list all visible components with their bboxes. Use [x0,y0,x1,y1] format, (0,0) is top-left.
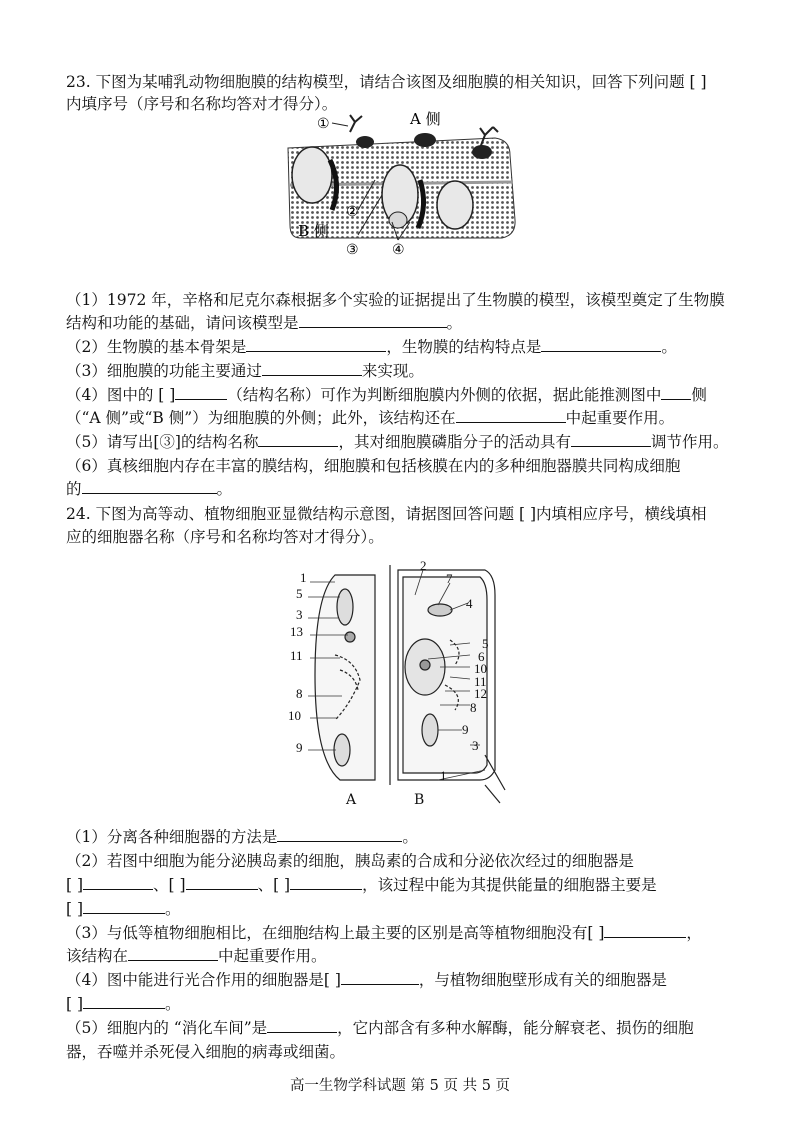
q23-part3-text: （3）细胞膜的功能主要通过 [66,362,262,380]
label-a-8: 8 [296,686,303,701]
q23-part6-text: 的 [66,480,82,498]
label-side-b: B 侧 [298,222,329,240]
plant-cell-b [390,565,505,803]
label-b-12: 12 [474,686,487,701]
answer-blank[interactable] [246,337,386,352]
q24-part4-text: （4）图中能进行光合作用的细胞器是[ ] [66,971,341,989]
q23-part4-line2 [66,408,674,428]
q24-part5-line1 [66,1018,694,1038]
label-4: ④ [392,242,405,258]
q24-part2-line1: （2）若图中细胞为能分泌胰岛素的细胞，胰岛素的合成和分泌依次经过的细胞器是 [66,852,634,870]
q24-part1-end: 。 [402,828,418,846]
q24-part4-end2: 。 [165,995,181,1013]
label-b-8: 8 [470,700,477,715]
label-a-3: 3 [296,607,303,622]
q23-part4-end: 侧 [691,386,707,404]
label-2: ② [346,204,359,220]
label-a-13: 13 [290,624,303,639]
q24-part2-slot2: 、[ ] [153,876,186,894]
label-b-3: 3 [472,738,479,753]
answer-blank[interactable] [277,827,402,842]
answer-blank[interactable] [267,1018,337,1033]
q24-part2-line3 [66,899,181,919]
animal-cell-a [315,575,375,780]
q23-intro-line1: 23. 下图为某哺乳动物细胞膜的结构模型，请结合该图及细胞膜的相关知识，回答下列问题 [ ] [66,73,707,91]
q23-part4-text2: （“A 侧”或“B 侧”）为细胞膜的外侧；此外，该结构还在 [66,409,456,427]
answer-blank[interactable] [571,432,651,447]
answer-blank[interactable] [262,361,362,376]
answer-blank[interactable] [82,479,217,494]
answer-blank[interactable] [299,313,447,328]
label-3: ③ [346,242,359,258]
q24-part4-end: ，与植物细胞壁形成有关的细胞器是 [418,971,667,989]
q24-part3-text2: 该结构在 [66,947,129,965]
label-a-10: 10 [288,708,301,723]
q24-part5-line2: 器，吞噬并杀死侵入细胞的病毒或细菌。 [66,1043,346,1061]
q23-part4-end2: 中起重要作用。 [565,409,675,427]
q23-part1-text: 结构和功能的基础，请问该模型是 [66,314,299,332]
cell-b-caption: B [414,792,425,808]
q23-part6-line2 [66,479,232,499]
q24-part3-end2: 中起重要作用。 [218,947,327,965]
q24-intro-line2: 应的细胞器名称（序号和名称均答对才得分）。 [66,528,384,546]
label-a-9: 9 [296,740,303,755]
answer-blank[interactable] [175,385,227,400]
label-b-1: 1 [440,768,447,783]
q24-part2-slot1: [ ] [66,876,84,894]
q23-part5-text: （5）请写出[③]的结构名称 [66,433,259,451]
q23-part5-mid: ，其对细胞膜磷脂分子的活动具有 [338,433,571,451]
q24-part3-line1 [66,923,702,943]
answer-blank[interactable] [128,946,218,961]
q23-intro-line2: 内填序号（序号和名称均答对才得分）。 [66,95,338,113]
label-b-5: 5 [482,636,489,651]
answer-blank[interactable] [661,385,691,400]
answer-blank[interactable] [456,408,566,423]
answer-blank[interactable] [541,337,661,352]
q23-part4-line1 [66,385,707,405]
label-a-5: 5 [296,586,303,601]
page-footer: 高一生物学科试题 第 5 页 共 5 页 [289,1078,511,1094]
q24-part2-slot4: [ ] [66,900,84,918]
q24-part2-line2 [66,875,657,895]
cell-a-caption: A [346,792,357,808]
answer-blank[interactable] [83,899,165,914]
answer-blank[interactable] [604,923,686,938]
label-b-10: 10 [474,661,487,676]
label-b-4: 4 [466,596,473,611]
q24-part2-slot3: 、[ ] [257,876,291,894]
answer-blank[interactable] [341,970,419,985]
q23-part4-text: （4）图中的 [ ] [66,386,176,404]
label-b-7: 7 [446,571,453,586]
q24-part4-line2 [66,994,181,1014]
q24-part1-text: （1）分离各种细胞器的方法是 [66,828,278,846]
answer-blank[interactable] [83,875,153,890]
q24-part3-line2 [66,946,327,966]
membrane-figure [270,110,540,270]
q23-part5 [66,432,729,452]
label-a-1: 1 [300,570,307,585]
q24-part4-slot: [ ] [66,995,84,1013]
answer-blank[interactable] [83,994,165,1009]
label-b-9: 9 [462,722,469,737]
q23-part6-end: 。 [216,480,233,498]
label-a-11: 11 [290,648,303,663]
q24-part1 [66,827,418,847]
q23-part2-end: 。 [661,338,677,356]
label-b-6: 6 [478,649,485,664]
q24-part2-end: ，该过程中能为其提供能量的细胞器主要是 [362,876,657,894]
q23-part3 [66,361,424,381]
q23-part1-line1: （1）1972 年，辛格和尼克尔森根据多个实验的证据提出了生物膜的模型，该模型奠定了生物膜 [66,291,725,309]
label-side-a: A 侧 [410,110,441,128]
label-1: ① [317,116,330,132]
q23-part2 [66,337,677,357]
q23-part1-line2 [66,313,462,333]
answer-blank[interactable] [186,875,258,890]
q24-part3-text: （3）与低等植物细胞相比，在细胞结构上最主要的区别是高等植物细胞没有[ ] [66,924,605,942]
q24-intro-line1: 24. 下图为高等动、植物细胞亚显微结构示意图，请据图回答问题 [ ]内填相应序号，横线填相 [66,505,707,523]
q23-part6-line1: （6）真核细胞内存在丰富的膜结构，细胞膜和包括核膜在内的多种细胞器膜共同构成细胞 [66,457,681,475]
q23-part1-end: 。 [446,314,463,332]
q24-part5-end: ，它内部含有多种水解酶，能分解衰老、损伤的细胞 [337,1019,694,1037]
answer-blank[interactable] [258,432,338,447]
q23-part5-end: 调节作用。 [650,433,729,451]
label-b-11: 11 [474,674,487,689]
q24-part2-end2: 。 [165,900,181,918]
q24-part5-text: （5）细胞内的 “消化车间”是 [66,1019,268,1037]
q24-part4-line1 [66,970,667,990]
q23-part3-end: 来实现。 [361,362,424,380]
q23-part2-text: （2）生物膜的基本骨架是 [66,338,247,356]
q23-part4-mid: （结构名称）可作为判断细胞膜内外侧的依据，据此能推测图中 [227,386,662,404]
q24-part3-end: ， [686,924,702,942]
label-b-2: 2 [420,558,427,573]
answer-blank[interactable] [290,875,362,890]
q23-part2-mid: ，生物膜的结构特点是 [386,338,542,356]
